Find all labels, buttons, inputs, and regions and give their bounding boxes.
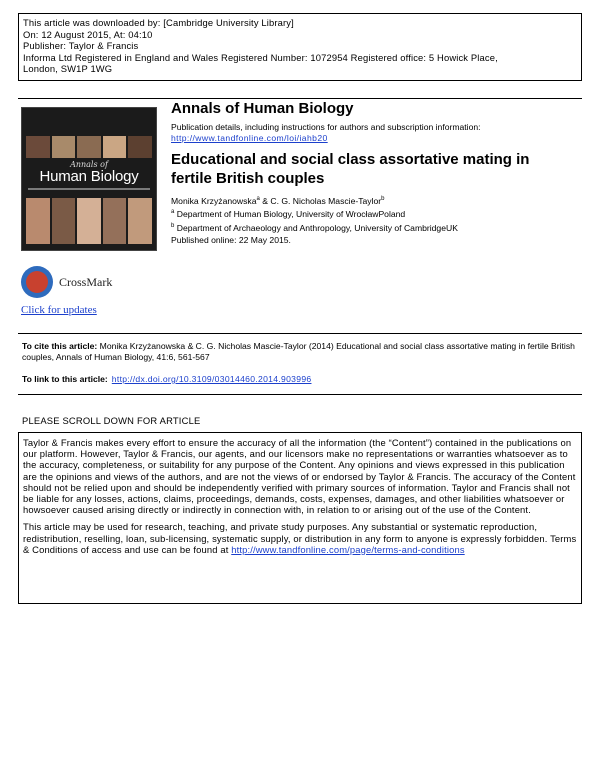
- disclaimer-paragraph: Taylor & Francis makes every effort to ensure the accuracy of all the information (the “Content”) contained in the publications on our platform. However, Taylor & Francis, our agents, and our licensors make no representations or warranties whatsoever as to the accuracy, completeness, or suitability for any purpose of the Content. Any opinions and views expressed in this publication are the opinions and views of the authors, and are not the views of or endorsed by Taylor & Francis. The accuracy of the Content should not be relied upon and should be independently verified with primary sources of information. Taylor and Francis shall not be liable for any losses, actions, claims, proceedings, demands, costs, expenses, damages, and other liabilities whatsoever or howsoever caused arising directly or indirectly in connection with, in relation to or arising out of the use of the Content.: [23, 437, 576, 516]
- cite-text: Monika Krzyżanowska & C. G. Nicholas Mascie-Taylor (2014) Educational and social class assortative mating in fertile British couples, Annals of Human Biology, 41:6, 561-567: [22, 341, 575, 362]
- authors: [171, 196, 385, 206]
- cite-label: To cite this article:: [22, 341, 98, 351]
- link-to-article: [22, 374, 311, 384]
- journal-cover-image: [21, 107, 157, 251]
- publication-details: Publication details, including instructions for authors and subscription information:: [171, 122, 481, 132]
- download-line: This article was downloaded by: [Cambridge University Library]: [23, 17, 294, 28]
- registration-line: Informa Ltd Registered in England and Wales Registered Number: 1072954 Registered office: 5 Howick Place,: [23, 51, 498, 63]
- doi-link[interactable]: http://dx.doi.org/10.3109/03014460.2014.903996: [111, 374, 312, 384]
- author-name: C. G. Nicholas Mascie-Taylor: [270, 196, 382, 206]
- top-divider: [18, 98, 582, 99]
- citation-divider-bottom: [18, 394, 582, 395]
- affiliation-mark: b: [171, 223, 175, 230]
- disclaimer-box: [18, 432, 582, 604]
- crossmark-icon: [21, 266, 53, 298]
- affiliation-b: [171, 223, 458, 233]
- link-label: To link to this article:: [22, 374, 108, 384]
- scroll-notice: PLEASE SCROLL DOWN FOR ARTICLE: [22, 415, 201, 426]
- author-separator: &: [259, 196, 271, 206]
- cover-title: Human Biology: [39, 168, 139, 185]
- citation: [22, 341, 580, 363]
- cover-photo-strip: [26, 136, 152, 158]
- cover-photo-grid: [26, 198, 152, 244]
- author-affiliation-mark: a: [256, 196, 260, 203]
- article-title: Educational and social class assortative mating in fertile British couples: [171, 151, 530, 187]
- address-line: London, SW1P 1WG: [23, 63, 113, 75]
- journal-title: Annals of Human Biology: [171, 100, 354, 117]
- author-affiliation-mark: b: [381, 196, 385, 203]
- crossmark-label: CrossMark: [59, 275, 113, 289]
- affiliation-mark: a: [171, 209, 175, 216]
- download-date: On: 12 August 2015, At: 04:10: [23, 28, 153, 40]
- terms-text: This article may be used for research, teaching, and private study purposes. Any substantial or systematic reproduction, redistribution, reselling, loan, sub-licensing, systematic supply, or distribution in any form to anyone is expressly forbidden. Terms & Conditions of access and use can be found at: [23, 521, 577, 555]
- publisher-line: Publisher: Taylor & Francis: [23, 40, 139, 52]
- journal-link[interactable]: http://www.tandfonline.com/loi/iahb20: [171, 133, 328, 143]
- citation-divider-top: [18, 333, 582, 334]
- crossmark-badge[interactable]: [21, 266, 141, 300]
- published-date: Published online: 22 May 2015.: [171, 235, 291, 245]
- download-info-box: [18, 13, 582, 81]
- author-name: Monika Krzyżanowska: [171, 196, 257, 206]
- terms-link[interactable]: http://www.tandfonline.com/page/terms-and-conditions: [231, 543, 465, 555]
- affiliation-text: Department of Human Biology, University of WrocławPoland: [174, 209, 406, 219]
- affiliation-text: Department of Archaeology and Anthropology, University of CambridgeUK: [174, 223, 458, 233]
- click-for-updates-link[interactable]: Click for updates: [21, 304, 97, 316]
- cover-subline: [28, 188, 150, 190]
- affiliation-a: [171, 209, 405, 219]
- cover-small-text: Annals of: [70, 160, 108, 169]
- terms-paragraph: [23, 521, 577, 555]
